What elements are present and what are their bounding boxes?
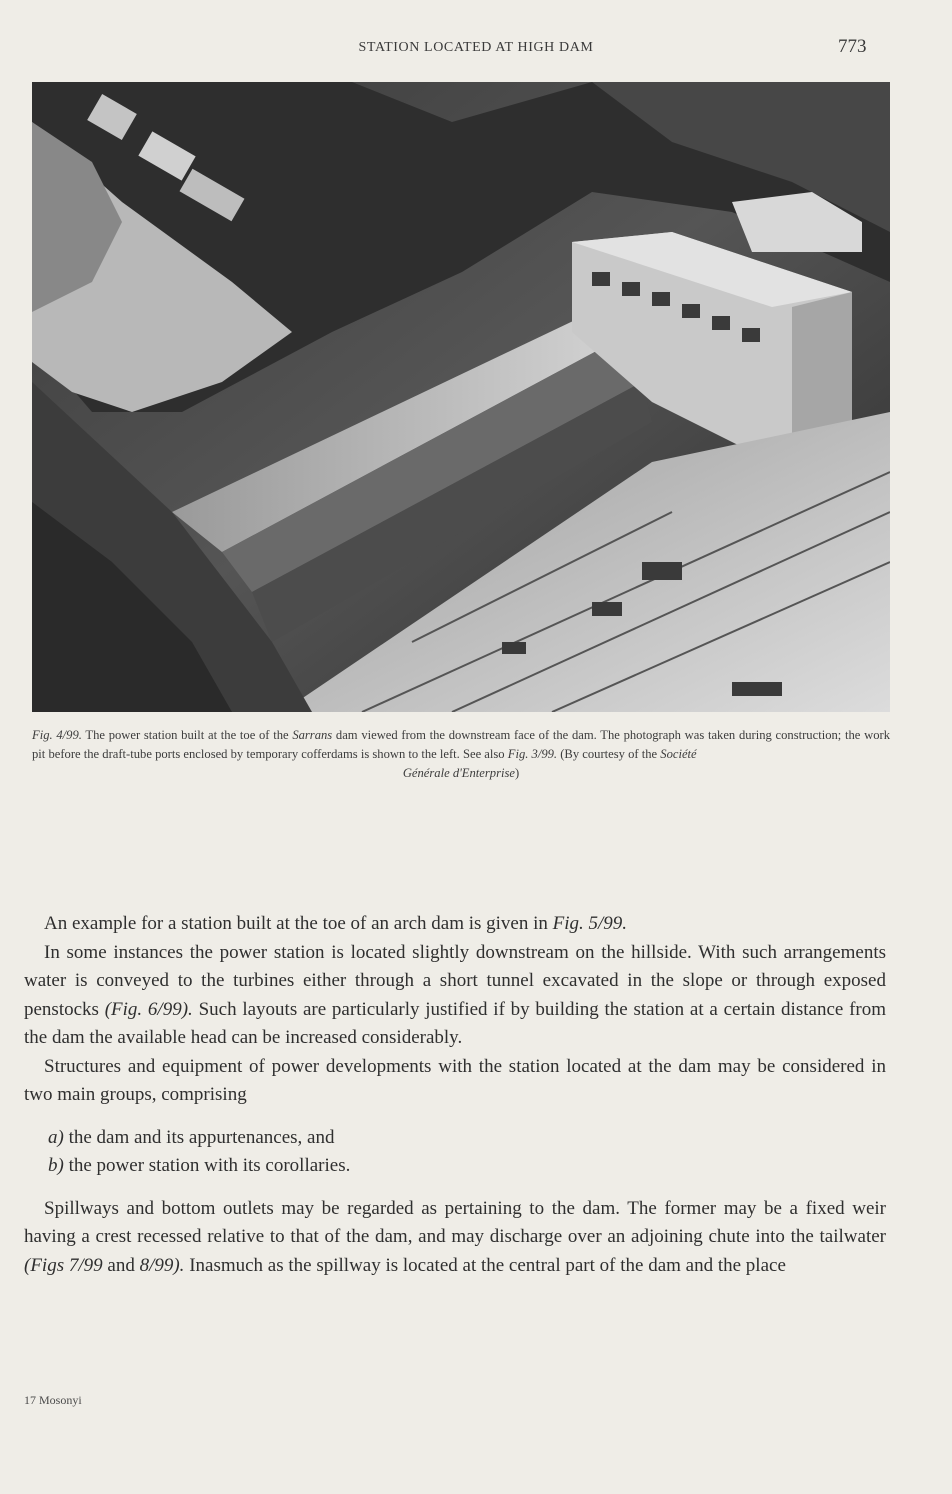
signature-mark: 17 Mosonyi (24, 1393, 82, 1407)
p4-text: Spillways and bottom outlets may be regarded as pertaining to the dam. The former may be a fixed weir having a crest recessed relative to that of the dam, and may discharge over an adjoining chute into the tailwater (24, 1197, 886, 1247)
running-header: STATION LOCATED AT HIGH DAM (358, 40, 594, 55)
p1-text: An example for a station built at the toe of an arch dam is given in (44, 913, 548, 934)
list-marker: b) (48, 1155, 64, 1176)
page-number: 773 (838, 36, 867, 57)
paragraph-2 (24, 939, 886, 1053)
p4-figure-ref-2: 8/99). (139, 1254, 185, 1276)
caption-close: ) (514, 766, 520, 780)
caption-company-1: Société (660, 747, 697, 761)
p4-text-2: Inasmuch as the spillway is located at the central part of the dam and the place (189, 1254, 786, 1276)
list-text: the dam and its appurtenances, and (68, 1126, 335, 1148)
figure-label: Fig. 4/99. (32, 728, 82, 742)
p4-figure-ref: (Figs 7/99 (24, 1254, 103, 1276)
caption-text-3: (By courtesy of the (560, 747, 658, 761)
p4-and: and (107, 1254, 135, 1276)
caption-text-1: The power station built at the toe of the (85, 728, 289, 742)
p3-text: Structures and equipment of power developments with the station located at the dam may be considered in two main groups, comprising (24, 1055, 886, 1105)
body-text (24, 910, 886, 1280)
p1-figure-ref: Fig. 5/99. (552, 913, 628, 934)
spacer (24, 1181, 886, 1195)
figure-photograph (32, 82, 890, 712)
paragraph-3 (24, 1053, 886, 1110)
paragraph-1 (24, 910, 886, 939)
list-item (24, 1124, 886, 1153)
p2-figure-ref: (Fig. 6/99). (104, 998, 193, 1020)
list-text: the power station with its corollaries. (68, 1155, 351, 1176)
p2-text: In some instances the power station is located slightly downstream on the hillside. With such arrangements water is conveyed to the turbines either through a short tunnel excavated in the slope or through exposed penstocks (24, 941, 886, 1020)
caption-text-2: dam viewed from the downstream face of the dam. The photograph was taken during construction; the work pit before the draft-tube ports enclosed by temporary cofferdams is shown to the left. See also (32, 728, 890, 761)
p2-text-2: Such layouts are particularly justified if by building the station at a certain distance from the dam the available head can be increased considerably. (24, 998, 887, 1048)
caption-dam-name: Sarrans (292, 728, 333, 742)
power-station-photo (32, 82, 890, 712)
paragraph-4 (24, 1195, 886, 1281)
caption-company-2: Générale d'Enterprise (402, 766, 515, 780)
list-item (24, 1152, 886, 1181)
caption-figure-ref: Fig. 3/99. (507, 747, 558, 761)
caption-last-line (32, 764, 890, 783)
spacer (24, 1110, 886, 1124)
list-marker: a) (48, 1126, 64, 1148)
figure-caption (32, 726, 890, 783)
